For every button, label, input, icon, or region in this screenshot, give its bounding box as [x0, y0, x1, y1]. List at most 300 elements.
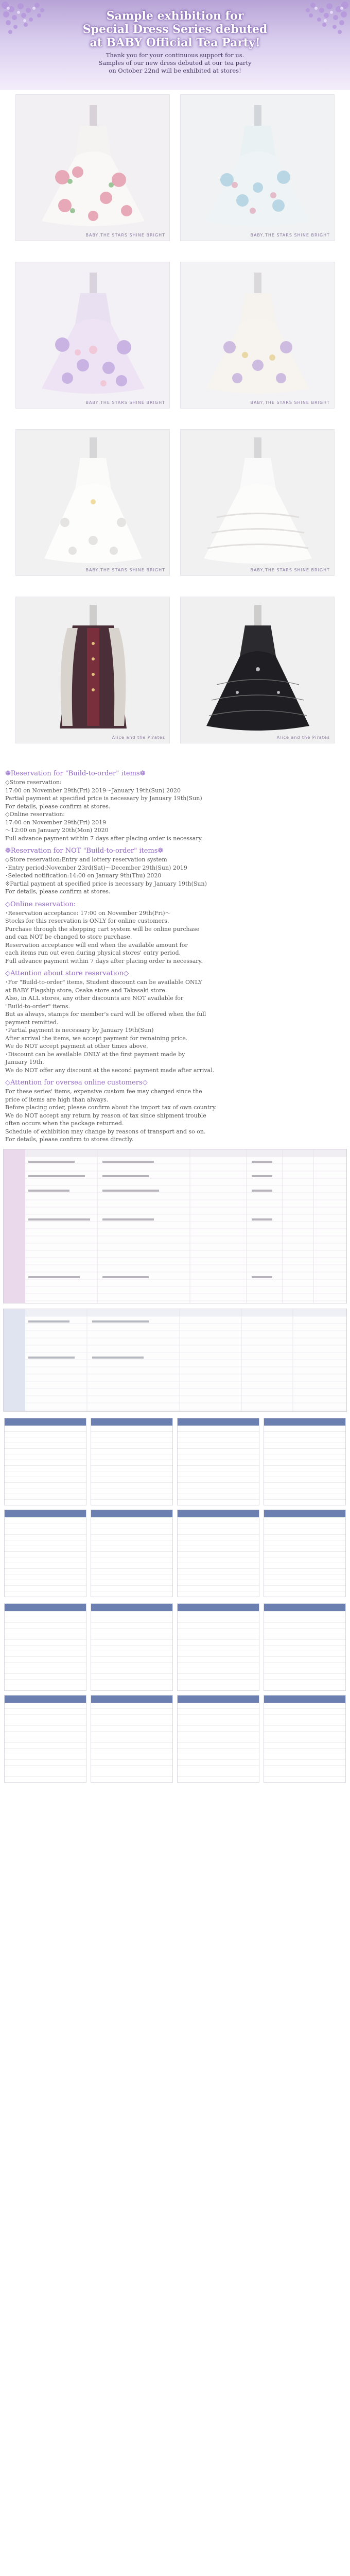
store-stock-row [178, 1448, 259, 1454]
not-build-to-order-title: ❁Reservation for NOT "Build-to-order" items❁ [5, 847, 164, 855]
store-stock-row [5, 1580, 86, 1585]
store-stock-row [5, 1651, 86, 1656]
build-to-order-title: ❁Reservation for "Build-to-order" items❁ [5, 770, 146, 777]
store-stock-row [91, 1685, 172, 1690]
store-stock-row [178, 1662, 259, 1668]
store-stock-row [91, 1523, 172, 1529]
store-stock-row [91, 1651, 172, 1656]
store-stock-row [5, 1662, 86, 1668]
store-stock-row [264, 1465, 345, 1471]
store-stock-row [264, 1679, 345, 1685]
store-stock-row [178, 1759, 259, 1765]
store-stock-card-header [264, 1418, 345, 1426]
store-stock-row [178, 1622, 259, 1628]
store-stock-row [5, 1611, 86, 1617]
store-stock-row [178, 1703, 259, 1708]
brand-logo: BABY,THE STARS SHINE BRIGHT [85, 400, 165, 405]
store-stock-row [5, 1477, 86, 1482]
store-stock-row [91, 1622, 172, 1628]
store-stock-row [178, 1431, 259, 1437]
store-stock-row [5, 1488, 86, 1494]
store-stock-row [264, 1771, 345, 1776]
text-line: ･Selected notification:14:00 on January 9th(Thu) 2020 [5, 872, 162, 879]
store-stock-row [91, 1471, 172, 1477]
store-stock-row [91, 1656, 172, 1662]
store-stock-row [178, 1634, 259, 1639]
store-stock-row [264, 1580, 345, 1585]
store-stock-row [178, 1494, 259, 1499]
store-stock-row [264, 1557, 345, 1563]
store-stock-row [5, 1634, 86, 1639]
store-stock-row [178, 1645, 259, 1651]
store-stock-row [264, 1546, 345, 1551]
store-stock-row [5, 1494, 86, 1499]
store-stock-row [91, 1529, 172, 1534]
store-stock-row [264, 1568, 345, 1574]
store-stock-row [178, 1517, 259, 1523]
store-stock-row [91, 1673, 172, 1679]
store-stock-card-header [264, 1696, 345, 1703]
text-line: ･Discount can be available ONLY at the first payment made by [5, 1050, 185, 1058]
store-stock-row [178, 1540, 259, 1546]
store-stock-row [264, 1748, 345, 1754]
store-stock-row [91, 1611, 172, 1617]
store-stock-row [178, 1765, 259, 1771]
title-line-1: Sample exhibition for [106, 9, 244, 23]
store-stock-grid-2 [4, 1603, 346, 1783]
store-stock-row [178, 1673, 259, 1679]
store-stock-row [91, 1551, 172, 1557]
store-stock-row [264, 1714, 345, 1720]
store-stock-row [178, 1742, 259, 1748]
store-stock-row [264, 1731, 345, 1737]
store-stock-row [5, 1720, 86, 1725]
store-stock-row [5, 1437, 86, 1443]
series-size-table [3, 1309, 347, 1412]
online-reservation-text [5, 909, 345, 965]
store-stock-row [264, 1523, 345, 1529]
text-line: at BABY Flagship store, Osaka store and Takasaki store. [5, 987, 167, 994]
text-line: Partial payment at specified price is necessary by January 19th(Sun) [5, 795, 202, 802]
store-stock-row [91, 1634, 172, 1639]
store-stock-row [91, 1639, 172, 1645]
store-stock-row [264, 1488, 345, 1494]
text-line: ◇Store reservation:Entry and lottery reservation system [5, 856, 167, 863]
store-stock-row [91, 1482, 172, 1488]
store-stock-row [264, 1754, 345, 1759]
store-stock-row [178, 1731, 259, 1737]
store-stock-card-header [5, 1604, 86, 1611]
not-build-to-order-text [5, 856, 345, 896]
store-stock-row [264, 1431, 345, 1437]
store-stock-row [5, 1725, 86, 1731]
store-stock-card-header [91, 1418, 172, 1426]
text-line: Purchase through the shopping cart system will be online purchase [5, 925, 200, 933]
store-stock-row [264, 1499, 345, 1505]
dress-photo-gallery [0, 90, 350, 765]
store-stock-card-header [91, 1510, 172, 1517]
store-stock-row [178, 1499, 259, 1505]
store-stock-row [91, 1580, 172, 1585]
text-line: Full advance payment within 7 days after placing order is necessary. [5, 957, 203, 964]
store-stock-row [91, 1448, 172, 1454]
text-line: 17:00 on November 29th(Fri) 2019 [5, 819, 107, 826]
table-side-label [4, 1149, 25, 1303]
store-stock-row [5, 1563, 86, 1568]
store-stock-row [5, 1759, 86, 1765]
store-stock-row [264, 1737, 345, 1742]
store-stock-row [91, 1494, 172, 1499]
text-line: For details, please confirm to stores directly. [5, 1136, 134, 1143]
store-stock-row [91, 1765, 172, 1771]
store-stock-row [178, 1737, 259, 1742]
store-stock-row [264, 1703, 345, 1708]
wisteria-decoration-left [0, 0, 57, 49]
store-stock-row [5, 1499, 86, 1505]
store-stock-row [5, 1645, 86, 1651]
text-line: payment remitted. [5, 1019, 59, 1026]
store-stock-row [5, 1471, 86, 1477]
store-stock-row [91, 1568, 172, 1574]
dress-image-black-gothic [181, 597, 335, 743]
store-stock-row [5, 1708, 86, 1714]
store-stock-row [264, 1685, 345, 1690]
store-stock-card [4, 1603, 86, 1691]
store-stock-row [5, 1591, 86, 1597]
dress-photo-3 [15, 262, 170, 409]
store-stock-card-header [178, 1604, 259, 1611]
store-stock-row [264, 1574, 345, 1580]
item-table-grid [25, 1149, 346, 1303]
store-stock-row [264, 1448, 345, 1454]
text-line: ･Entry period:November 23rd(Sat)〜December 29th(Sun) 2019 [5, 864, 187, 871]
store-stock-row [5, 1448, 86, 1454]
brand-logo: BABY,THE STARS SHINE BRIGHT [85, 568, 165, 572]
store-stock-row [91, 1703, 172, 1708]
store-stock-row [264, 1471, 345, 1477]
store-stock-row [264, 1540, 345, 1546]
store-stock-row [178, 1465, 259, 1471]
text-line: each items run out even during physical stores' entry period. [5, 950, 181, 956]
store-stock-row [91, 1477, 172, 1482]
store-stock-row [91, 1499, 172, 1505]
store-stock-row [264, 1628, 345, 1634]
store-stock-card-header [264, 1510, 345, 1517]
reservation-notes [0, 769, 350, 1144]
dress-image-pirate-coat [16, 597, 170, 743]
store-stock-row [178, 1714, 259, 1720]
store-stock-row [264, 1725, 345, 1731]
store-stock-row [5, 1628, 86, 1634]
store-stock-row [264, 1765, 345, 1771]
text-line: and can NOT be changed to store purchase. [5, 934, 132, 940]
store-stock-row [5, 1443, 86, 1448]
store-stock-row [264, 1460, 345, 1465]
text-line: Reservation acceptance will end when the available amount for [5, 941, 188, 948]
store-stock-grid-1 [4, 1418, 346, 1597]
store-stock-card [264, 1510, 346, 1597]
store-stock-row [178, 1477, 259, 1482]
store-stock-row [5, 1465, 86, 1471]
text-line: Also, in ALL stores, any other discounts are NOT available for [5, 995, 184, 1002]
store-stock-row [5, 1568, 86, 1574]
store-stock-card [177, 1510, 259, 1597]
store-stock-card [91, 1418, 173, 1505]
store-stock-row [91, 1426, 172, 1431]
store-stock-row [91, 1731, 172, 1737]
intro-line-1: Thank you for your continuous support for us. [106, 52, 244, 59]
title-line-2: Special Dress Series debuted [82, 23, 268, 36]
store-stock-row [178, 1611, 259, 1617]
overseas-attention-text [5, 1088, 345, 1144]
store-stock-row [5, 1731, 86, 1737]
brand-logo: BABY,THE STARS SHINE BRIGHT [250, 568, 330, 572]
store-stock-row [264, 1563, 345, 1568]
store-stock-row [178, 1685, 259, 1690]
store-stock-row [264, 1634, 345, 1639]
store-stock-row [264, 1639, 345, 1645]
store-stock-row [178, 1443, 259, 1448]
store-stock-row [178, 1529, 259, 1534]
store-stock-row [264, 1651, 345, 1656]
store-stock-row [264, 1482, 345, 1488]
series-table-grid [25, 1309, 346, 1411]
store-stock-row [178, 1488, 259, 1494]
store-stock-row [5, 1771, 86, 1776]
text-line: Before placing order, please confirm about the import tax of own country. [5, 1104, 217, 1111]
store-stock-row [5, 1714, 86, 1720]
store-stock-row [91, 1668, 172, 1673]
store-stock-row [91, 1662, 172, 1668]
text-line: ･For "Build-to-order" items, Student discount can be available ONLY [5, 979, 202, 986]
store-stock-row [264, 1742, 345, 1748]
store-stock-row [5, 1748, 86, 1754]
store-stock-row [178, 1668, 259, 1673]
store-stock-row [264, 1759, 345, 1765]
store-stock-row [5, 1529, 86, 1534]
store-stock-row [178, 1754, 259, 1759]
store-stock-row [178, 1460, 259, 1465]
store-stock-row [5, 1656, 86, 1662]
store-stock-row [264, 1776, 345, 1782]
store-stock-row [5, 1737, 86, 1742]
text-line: 17:00 on November 29th(Fri) 2019〜January 19th(Sun) 2020 [5, 787, 181, 794]
store-stock-row [178, 1454, 259, 1460]
intro-text [0, 52, 350, 75]
store-stock-row [178, 1426, 259, 1431]
store-stock-row [5, 1546, 86, 1551]
header-banner [0, 0, 350, 90]
store-stock-row [91, 1679, 172, 1685]
store-stock-row [91, 1759, 172, 1765]
store-stock-row [5, 1765, 86, 1771]
store-stock-card-header [91, 1696, 172, 1703]
store-stock-row [5, 1703, 86, 1708]
overseas-attention-title: ◇Attention for oversea online customers◇ [5, 1079, 148, 1087]
dress-photo-4 [180, 262, 335, 409]
dress-photo-1 [15, 94, 170, 241]
store-stock-row [264, 1673, 345, 1679]
dress-image-white-ruffle [181, 430, 335, 576]
table-side-label [4, 1309, 25, 1411]
store-stock-row [91, 1517, 172, 1523]
store-stock-row [264, 1622, 345, 1628]
store-stock-row [91, 1645, 172, 1651]
store-stock-row [5, 1617, 86, 1622]
text-line: January 19th. [5, 1059, 44, 1065]
store-stock-row [5, 1673, 86, 1679]
store-stock-card-header [5, 1510, 86, 1517]
store-stock-card [177, 1418, 259, 1505]
store-stock-row [91, 1431, 172, 1437]
store-stock-row [178, 1563, 259, 1568]
store-attention-title: ◇Attention about store reservation◇ [5, 970, 129, 977]
store-stock-row [178, 1437, 259, 1443]
store-stock-row [178, 1771, 259, 1776]
text-line: Stocks for this reservation is ONLY for online customers. [5, 918, 169, 924]
text-line: ･Reservation acceptance: 17:00 on November 29th(Fri)〜 [5, 909, 171, 917]
brand-logo: BABY,THE STARS SHINE BRIGHT [85, 233, 165, 238]
dress-image-mint-blue [181, 95, 335, 241]
store-stock-row [178, 1580, 259, 1585]
store-stock-row [264, 1617, 345, 1622]
store-stock-card [264, 1418, 346, 1505]
store-stock-row [178, 1776, 259, 1782]
store-stock-card [4, 1510, 86, 1597]
dress-image-lavender [16, 262, 170, 409]
store-stock-row [91, 1628, 172, 1634]
store-stock-row [264, 1611, 345, 1617]
dress-photo-7 [15, 597, 170, 743]
store-stock-row [5, 1742, 86, 1748]
store-stock-row [91, 1488, 172, 1494]
store-stock-row [91, 1742, 172, 1748]
intro-line-3: on October 22nd will be exhibited at stores! [109, 67, 241, 74]
store-stock-row [5, 1482, 86, 1488]
dress-image-rose-pink [16, 95, 170, 241]
store-stock-row [91, 1708, 172, 1714]
store-stock-row [91, 1585, 172, 1591]
store-stock-row [5, 1557, 86, 1563]
store-stock-card [177, 1695, 259, 1783]
store-stock-card [91, 1603, 173, 1691]
store-stock-row [178, 1679, 259, 1685]
store-stock-card [264, 1695, 346, 1783]
store-stock-row [178, 1471, 259, 1477]
store-stock-card [91, 1695, 173, 1783]
dress-photo-2 [180, 94, 335, 241]
text-line: For details, please confirm at stores. [5, 803, 111, 810]
store-stock-card-header [178, 1510, 259, 1517]
store-stock-row [91, 1454, 172, 1460]
store-stock-card-header [264, 1604, 345, 1611]
store-stock-row [264, 1454, 345, 1460]
store-stock-row [91, 1776, 172, 1782]
store-stock-row [264, 1534, 345, 1540]
store-stock-row [264, 1591, 345, 1597]
brand-logo: Alice and the Pirates [112, 735, 165, 740]
text-line: "Build-to-order" items. [5, 1003, 71, 1010]
store-attention-text [5, 978, 345, 1074]
text-line: We do NOT offer any discount at the second payment made after arrival. [5, 1066, 215, 1074]
store-stock-row [264, 1437, 345, 1443]
title-line-3: at BABY Official Tea Party! [90, 36, 260, 49]
dress-photo-5 [15, 429, 170, 576]
wisteria-decoration-right [293, 0, 350, 49]
store-stock-row [91, 1460, 172, 1465]
store-stock-card [4, 1695, 86, 1783]
store-stock-row [178, 1656, 259, 1662]
store-stock-row [178, 1725, 259, 1731]
store-stock-row [5, 1585, 86, 1591]
store-stock-row [5, 1454, 86, 1460]
store-stock-row [91, 1546, 172, 1551]
text-line: 〜12:00 on January 20th(Mon) 2020 [5, 827, 109, 834]
text-line: ※Partial payment at specified price is necessary by January 19th(Sun) [5, 880, 207, 887]
store-stock-row [264, 1477, 345, 1482]
store-stock-row [91, 1714, 172, 1720]
text-line: After arrival the items, we accept payment for remaining price. [5, 1035, 188, 1042]
dress-image-ivory-lilac [181, 262, 335, 409]
build-to-order-text [5, 778, 345, 842]
store-stock-row [5, 1431, 86, 1437]
store-stock-row [5, 1622, 86, 1628]
store-stock-row [91, 1748, 172, 1754]
store-stock-row [178, 1523, 259, 1529]
store-stock-row [178, 1557, 259, 1563]
text-line: We do NOT accept any return by reason of tax since shipment trouble [5, 1112, 206, 1119]
store-stock-row [264, 1585, 345, 1591]
store-stock-row [91, 1591, 172, 1597]
store-stock-row [5, 1540, 86, 1546]
store-stock-row [5, 1574, 86, 1580]
store-stock-row [178, 1748, 259, 1754]
store-stock-row [5, 1668, 86, 1673]
store-stock-row [91, 1563, 172, 1568]
store-stock-row [178, 1534, 259, 1540]
store-stock-row [5, 1551, 86, 1557]
store-stock-row [264, 1668, 345, 1673]
store-stock-row [178, 1574, 259, 1580]
text-line: often occurs when the package returned. [5, 1120, 124, 1127]
store-stock-row [5, 1517, 86, 1523]
text-line: Full advance payment within 7 days after placing order is necessary. [5, 835, 203, 842]
dress-photo-6 [180, 429, 335, 576]
text-line: ◇Online reservation: [5, 811, 65, 818]
text-line: Schedule of exhibition may change by reasons of transport and so on. [5, 1128, 206, 1135]
store-stock-row [91, 1437, 172, 1443]
store-stock-row [5, 1679, 86, 1685]
store-stock-row [264, 1494, 345, 1499]
store-stock-row [91, 1557, 172, 1563]
brand-logo: Alice and the Pirates [276, 735, 330, 740]
store-stock-row [178, 1591, 259, 1597]
store-stock-card-header [91, 1604, 172, 1611]
store-stock-card-header [5, 1696, 86, 1703]
brand-logo: BABY,THE STARS SHINE BRIGHT [250, 400, 330, 405]
store-stock-row [178, 1651, 259, 1656]
store-stock-row [91, 1443, 172, 1448]
store-stock-card-header [178, 1696, 259, 1703]
store-stock-card [177, 1603, 259, 1691]
store-stock-row [91, 1737, 172, 1742]
text-line: We do NOT accept payment at other times above. [5, 1043, 148, 1049]
store-stock-row [178, 1568, 259, 1574]
dress-image-white-bride [16, 430, 170, 576]
store-stock-row [5, 1639, 86, 1645]
store-stock-row [264, 1551, 345, 1557]
store-stock-row [91, 1725, 172, 1731]
